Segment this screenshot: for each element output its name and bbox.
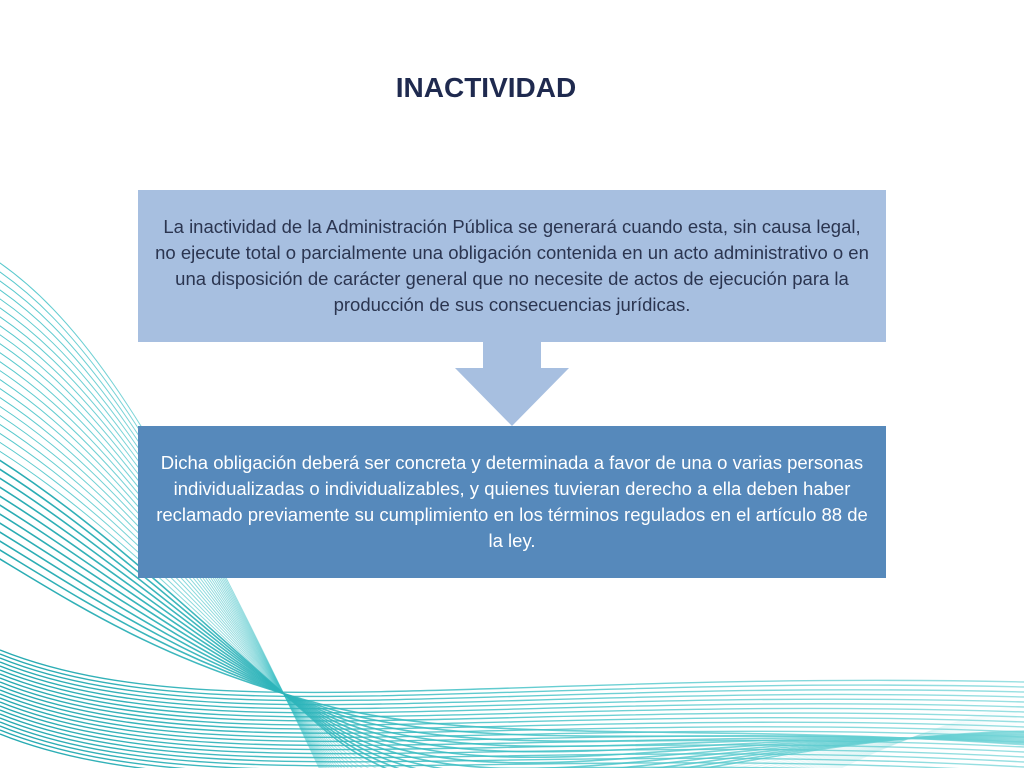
wave-line [0,650,1024,692]
down-arrow-icon [455,342,569,426]
wave-line [0,670,1024,713]
flow-step-1-text: La inactividad de la Administración Pública se generará cuando esta, sin causa legal, no ejecute total o parcialmente una obligación contenida en un acto administrativo o en una disposición de carácter general que no necesite de actos de ejecución para la producción de sus consecuencias jurídicas. [155,216,869,315]
flow-step-2-text: Dicha obligación deberá ser concreta y determinada a favor de una o varias personas individualizadas o individualizables, y quienes tuvieran derecho a ella deben haber reclamado previamente su cumplimiento en los términos regulados en el artículo 88 de la ley. [156,452,868,551]
flow-step-1 [138,190,886,342]
flow-step-2 [138,426,886,578]
slide-title: INACTIVIDAD [395,72,577,103]
wave-line [0,662,1024,705]
